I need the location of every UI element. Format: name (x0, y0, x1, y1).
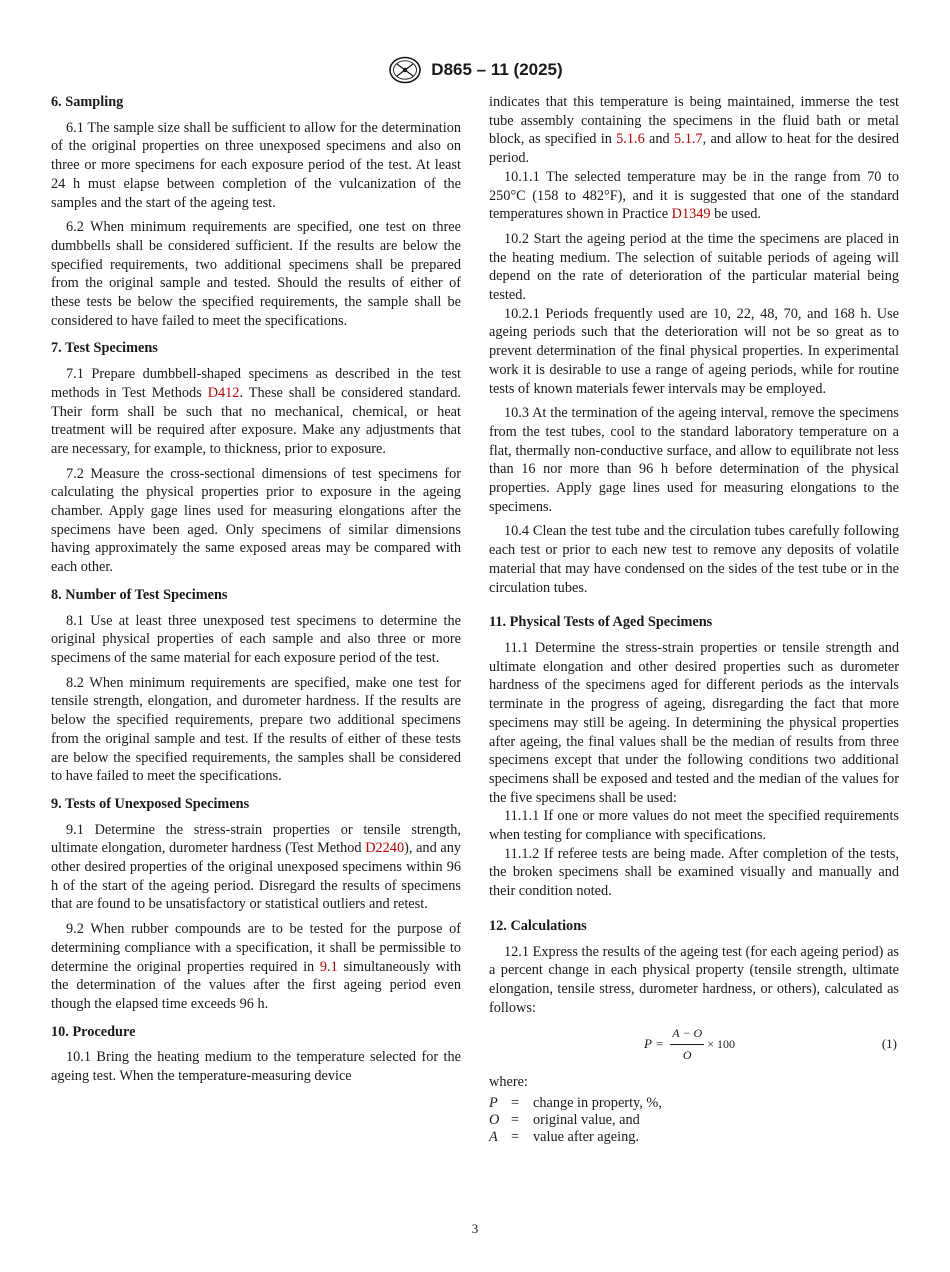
paragraph: 9.2 When rubber compounds are to be tested for the purpose of determining compliance with a specification, it shall be permissible to determine the original properties required in 9.1 simultaneously with the determination of the values after the first ageing period even though the elapsed time exceeds 96 h. (51, 921, 461, 1012)
paragraph: 10.1 Bring the heating medium to the temperature selected for the ageing test. When the temperature-measuring device (51, 1049, 461, 1085)
definition-equals: = (511, 1129, 520, 1146)
paragraph: 7.1 Prepare dumbbell-shaped specimens as described in the test methods in Test Methods D412. These shall be considered standard. Their form shall be such that no mechanical, chemical, or heat treatment will be required after exposure. Make any adjustments that are necessary, for example, to thickness, prior to exposure. (51, 366, 461, 457)
paragraph: 9.1 Determine the stress-strain properties or tensile strength, ultimate elongation, durometer hardness (Test Method D2240), and any other desired properties of the original unexposed specimens within 96 h of the start of the ageing period. Disregard the results of specimens that are found to be unsatisfactory or statistical outliers and retest. (51, 821, 461, 913)
paragraph: 8.1 Use at least three unexposed test specimens to determine the original physical properties of each sample and also three or more specimens of the same material for each exposure period of the test. (51, 612, 461, 666)
paragraph: 10.2.1 Periods frequently used are 10, 22, 48, 70, and 168 h. Use ageing periods such that the deterioration will not be so great as to prevent determination of the final physical properties. In experimental work it is desirable to use a range of ageing periods, while for routine tests of known materials fewer intervals may be employed. (489, 305, 899, 397)
paragraph: 8.2 When minimum requirements are specified, make one test for tensile strength, elongation, and durometer hardness. If the results are below the specified requirements, prepare two additional specimens from the original sample and test. If the results of either of these tests are below the specified requirements, the samples shall be considered to have failed to meet the specifications. (51, 674, 461, 785)
paragraph: 11.1.1 If one or more values do not meet the specified requirements when testing for compliance with specifications. (489, 808, 899, 844)
paragraph: 7.2 Measure the cross-sectional dimensions of test specimens for calculating the physical properties prior to exposure in the ageing chamber. Apply gage lines used for measuring elongations after the specimens have been aged. Only specimens of similar dimensions having approximately the same exposed areas may be compared with each other. (51, 465, 461, 576)
paragraph: indicates that this temperature is being maintained, immerse the test tube assembly containing the specimens in the fluid bath or metal block, as specified in 5.1.6 and 5.1.7, and allow to heat for the desired period. (489, 94, 899, 167)
right-column (489, 93, 899, 1146)
paragraph: 11.1 Determine the stress-strain properties or tensile strength and ultimate elongation and other desired properties such as durometer hardness of the specimens aged for different periods as the intervals terminate in the progress of ageing, disregarding the fact that more specimens may still be ageing. In determining the physical properties after ageing, the final values shall be the median of results from three specimens except that under the following conditions two additional specimens shall be exposed and tested and the median of the values for the five specimens shall be used: (489, 639, 899, 806)
definition-text: value after ageing. (533, 1129, 639, 1146)
section-heading: 8. Number of Test Specimens (51, 586, 228, 603)
section-heading: 6. Sampling (51, 94, 124, 110)
fraction-numerator: A − O (670, 1024, 704, 1045)
section-heading: 11. Physical Tests of Aged Specimens (489, 614, 713, 631)
reference-link-d1349[interactable]: D1349 (671, 206, 711, 223)
equation-fraction (670, 1024, 704, 1064)
equation-number: (1) (881, 1036, 897, 1052)
page-number: 3 (471, 1221, 479, 1236)
definition-equals: = (511, 1112, 520, 1129)
equation-multiplier: × 100 (707, 1036, 735, 1051)
definition-text: change in property, %, (533, 1095, 662, 1112)
paragraph: 12.1 Express the results of the ageing test (for each ageing period) as a percent change in each physical property (tensile strength, ultimate elongation, tensile stress, durometer hardness, or others), calculated as follows: (489, 943, 899, 1016)
paragraph: 10.3 At the termination of the ageing interval, remove the specimens from the test tubes, cool to the standard laboratory temperature on a flat, thermally non-conductive surface, and allow to equilibrate not less than 16 nor more than 96 h before determination of the physical properties. Apply gage lines used for measuring elongations to the specimens. (489, 405, 899, 515)
section-heading: 10. Procedure (51, 1023, 136, 1040)
section-heading: 12. Calculations (489, 917, 587, 934)
reference-link-d2240[interactable]: D2240 (365, 840, 405, 857)
reference-link-5-1-7[interactable]: 5.1.7 (673, 131, 703, 148)
paragraph: 10.2 Start the ageing period at the time the specimens are placed in the heating medium. The selection of suitable periods of ageing will depend on the rate of deterioration of the particular material being tested. (489, 230, 899, 304)
definition-symbol: P (489, 1095, 498, 1112)
equation-equals: = (655, 1035, 664, 1051)
reference-link-5-1-6[interactable]: 5.1.6 (616, 131, 645, 148)
reference-link-d412[interactable]: D412 (207, 384, 240, 401)
section-heading: 9. Tests of Unexposed Specimens (51, 795, 250, 812)
left-column (51, 93, 461, 1086)
where-label: where: (489, 1074, 528, 1091)
definition-text: original value, and (533, 1112, 640, 1129)
astm-logo-icon (387, 56, 423, 84)
section-heading: 7. Test Specimens (51, 340, 158, 357)
paragraph: 10.1.1 The selected temperature may be in the range from 70 to 250°C (158 to 482°F), and it is suggested that one of the standard temperatures shown in Practice D1349 be used. (489, 168, 899, 223)
paragraph: 6.2 When minimum requirements are specified, one test on three dumbbells shall be considered sufficient. If the results are below the specified requirements, two additional specimens shall be prepared from the original sample and tested. Should the results of either of these tests be below the specified requirements, the sample shall be considered to have failed to meet the specifications. (51, 219, 461, 329)
equation-1 (489, 1025, 899, 1063)
paragraph: 11.1.2 If referee tests are being made. After completion of the tests, the broken specimens shall be examined visually and manually and their condition noted. (489, 845, 899, 900)
reference-link-9-1[interactable]: 9.1 (319, 958, 338, 975)
page-header (0, 56, 950, 84)
fraction-denominator: O (682, 1047, 692, 1062)
definition-symbol: A (489, 1129, 498, 1146)
paragraph: 10.4 Clean the test tube and the circulation tubes carefully following each test or prior to each new test to remove any deposits of volatile material that may have condensed on the sides of the test tube or in the circulation tubes. (489, 523, 899, 596)
document-designation: D865 – 11 (2025) (431, 60, 563, 79)
variable-definitions (489, 1095, 899, 1146)
definition-symbol: O (489, 1112, 500, 1129)
paragraph: 6.1 The sample size shall be sufficient to allow for the determination of the original properties on three unexposed specimens and also on three or more specimens for each exposure period of the test. At least 24 h must elapse between completion of the vulcanization of the samples and the start of the ageing test. (51, 119, 461, 211)
definition-equals: = (511, 1095, 520, 1112)
equation-lhs: P (644, 1035, 652, 1051)
